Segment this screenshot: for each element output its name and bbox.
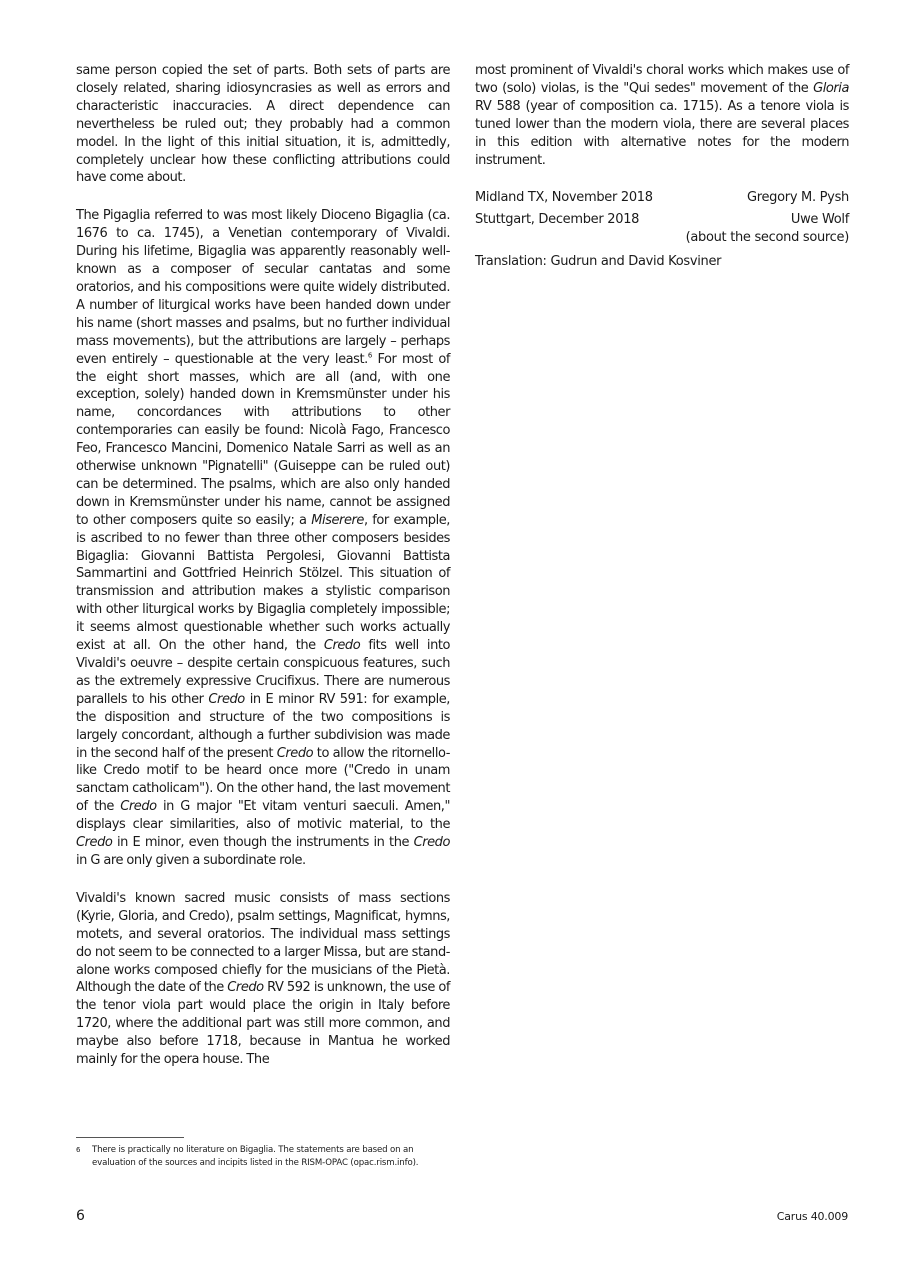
footnote-number: 6 [76,1146,81,1154]
text-run: in E minor, even though the instruments in the [112,835,414,851]
signature-place: Stuttgart, December 2018 [475,212,640,228]
paragraph-bigaglia [76,207,450,870]
text-run: in G are only given a subordinate role. [76,852,306,868]
footnote-text: There is practically no literature on Bigaglia. The statements are based on an evaluation of the sources and incipits listed in the RISM-OPAC (opac.rism.info). [92,1145,419,1168]
text-run: in E minor RV 591: for example, the disposition and structure of the two compositions is largely concordant, although a further subdivision was made in the second half of the present [76,691,450,761]
signature-row [475,189,849,207]
italic-title: Credo [227,980,264,996]
signature-row [475,211,849,229]
signature-name: Uwe Wolf [790,212,849,228]
italic-title: Credo [120,799,157,815]
text-run: in G major "Et vitam venturi saeculi. Amen," displays clear similarities, also of motivic material, to the [76,799,450,833]
footnote [76,1144,450,1170]
text-run: RV 588 (year of composition ca. 1715). As a tenore viola is tuned lower than the modern viola, there are several places in this edition with alternative notes for the modern instrument. [475,98,849,168]
italic-title: Credo [276,745,314,761]
paragraph-viola [475,62,849,169]
signature-place: Midland TX, November 2018 [475,190,653,206]
footnote-reference[interactable]: 6 [367,351,372,360]
page-number: 6 [76,1208,85,1224]
text-run: fits well into Vivaldi's oeuvre – despite certain conspicuous features, such as the extremely expressive Crucifixus. There are numerous parallels to his other [76,638,451,707]
text-run: For most of the eight short masses, which are all (and, with one exception, solely) handed down in Kremsmünster under his name, concordances with attributions to other contemporaries can easily be found: Nicolà Fago, Francesco Feo, Francesco Mancini, Domenico Natale Sarri as well as an otherwise unknown "Pignatelli" (Guiseppe can be ruled out) can be determined. The psalms, which are also only handed down in Kremsmünster under his name, cannot be assigned to other composers quite so easily; a [76,351,450,528]
italic-title: Gloria [813,80,849,96]
text-run: most prominent of Vivaldi's choral works which makes use of two (solo) violas, is the "Qui sedes" movement of the [475,63,849,96]
paragraph-sacred-music [76,890,450,1069]
text-run: The Pigaglia referred to was most likely Dioceno Bigaglia (ca. 1676 to ca. 1745), a Venetian contemporary of Vivaldi. During his lifetime, Bigaglia was apparently reasonably well-known as a composer of secular cantatas and some oratorios, and his compositions were quite widely distributed. A number of liturgical works have been handed down under his name (short masses and psalms, but no further individual mass movements), but the attributions are largely – perhaps even entirely – questionable at the very least. [76,208,450,367]
italic-title: Miserere [311,512,364,528]
italic-title: Credo [413,835,450,851]
right-column [475,62,849,271]
paragraph-attributions: same person copied the set of parts. Both sets of parts are closely related, sharing idiosyncrasies as well as errors and characteristic inaccuracies. A direct dependence can nevertheless be ruled out; they probably had a common model. In the light of this initial situation, it is, admittedly, completely unclear how these conflicting attributions could have come about. [76,63,450,186]
italic-title: Credo [323,638,361,654]
footnote-divider [76,1137,184,1138]
translation-credit: Translation: Gudrun and David Kosviner [475,254,722,270]
text-run: to allow the ritornello-like Credo motif to be heard once more ("Credo in unam sanctam catholicam"). On the other hand, the last movement of the [76,745,450,815]
catalog-number: Carus 40.009 [776,1210,848,1223]
signature-name: Gregory M. Pysh [746,190,849,206]
text-run: , for example, is ascribed to no fewer than three other composers besides Bigaglia: Giovanni Battista Pergolesi, Giovanni Battista Sammartini and Gottfried Heinrich Stölzel. This situation of transmission and attribution makes a stylistic comparison with other liturgical works by Bigaglia completely impossible; it seems almost questionable whether such works actually exist at all. On the other hand, the [76,512,450,654]
italic-title: Credo [76,835,113,851]
left-column [76,62,450,1069]
signature-note: (about the second source) [685,230,849,246]
text-run: Vivaldi's known sacred music consists of mass sections (Kyrie, Gloria, and Credo), psalm settings, Magnificat, hymns, motets, and several oratorios. The individual mass settings do not seem to be connected to a larger Missa, but are stand-alone works composed chiefly for the musicians of the Pietà. Although the date of the [76,890,450,996]
italic-title: Credo [208,691,245,707]
text-run: RV 592 is unknown, the use of the tenor viola part would place the origin in Italy before 1720, where the additional part was still more common, and maybe also before 1718, because in Mantua he worked mainly for the opera house. The [76,980,450,1068]
signature-block [475,189,849,247]
